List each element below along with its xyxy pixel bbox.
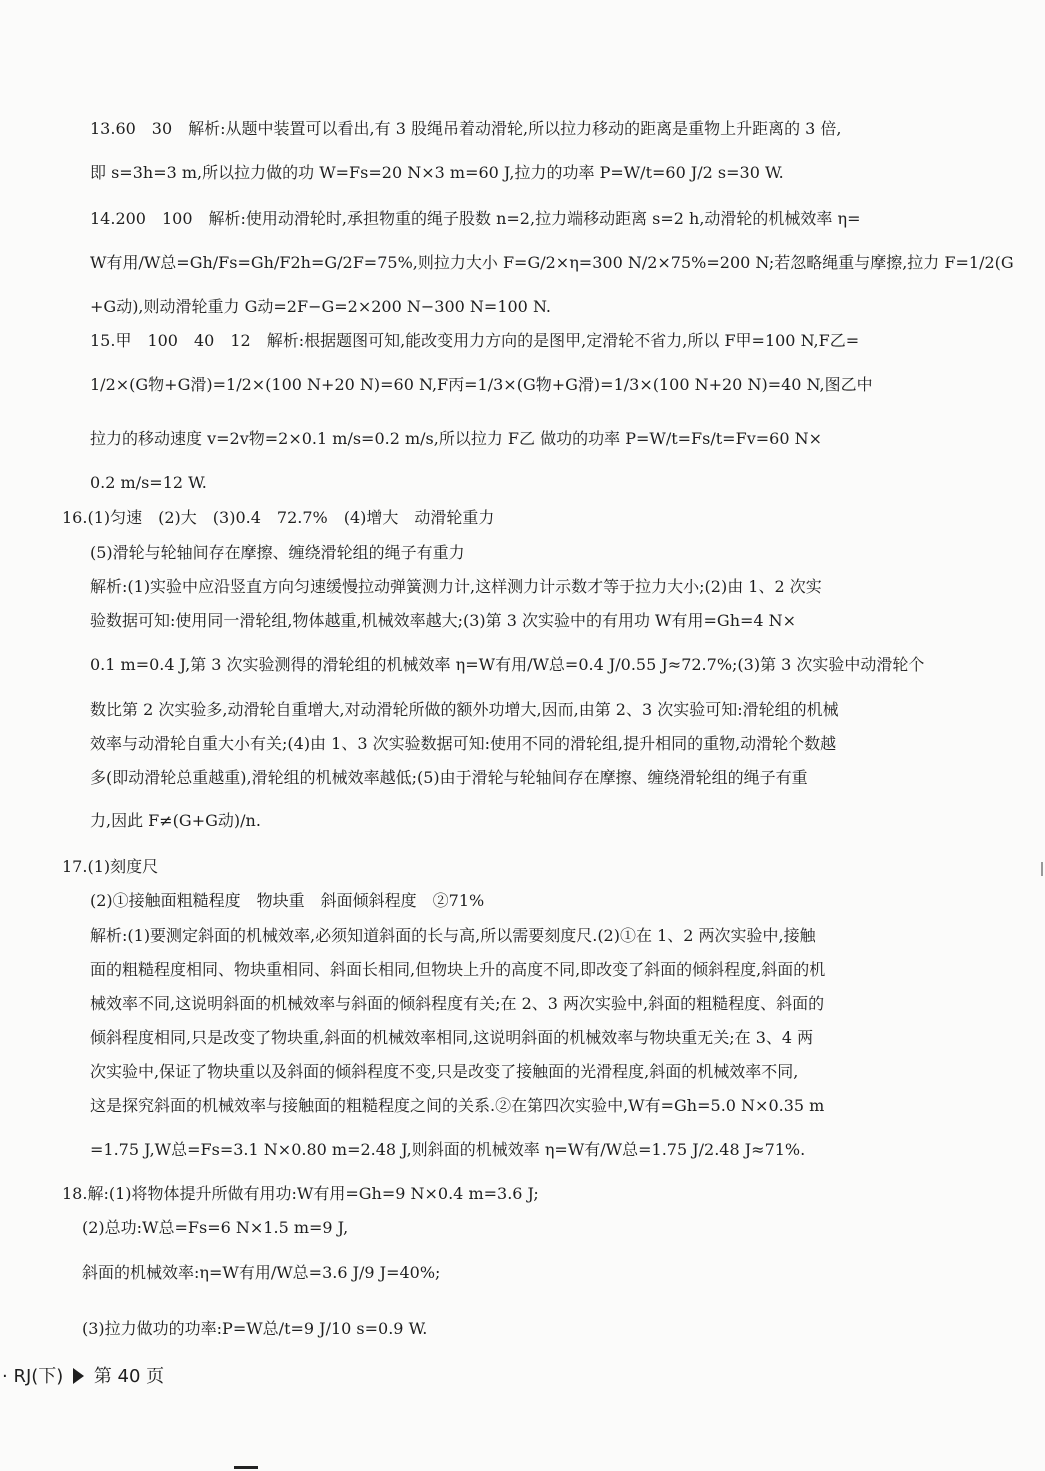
answer-line-q17-h: 这是探究斜面的机械效率与接触面的粗糙程度之间的关系.②在第四次实验中,W有=Gh=5.0 N×0.35 m [90, 1096, 825, 1115]
answer-line-q16-a: 16.(1)匀速 (2)大 (3)0.4 72.7% (4)增大 动滑轮重力 [62, 508, 495, 527]
answer-line-q16-e: 0.1 m=0.4 J,第 3 次实验测得的滑轮组的机械效率 η=W有用/W总=0.4 J/0.55 J≈72.7%;(3)第 3 次实验中动滑轮个 [90, 655, 925, 674]
answer-line-q16-d: 验数据可知:使用同一滑轮组,物体越重,机械效率越大;(3)第 3 次实验中的有用功 W有用=Gh=4 N× [90, 611, 797, 630]
answer-line-q17-b: (2)①接触面粗糙程度 物块重 斜面倾斜程度 ②71% [90, 891, 485, 910]
answer-line-q14-c: +G动),则动滑轮重力 G动=2F−G=2×200 N−300 N=100 N. [90, 297, 552, 316]
answer-line-q15-d: 0.2 m/s=12 W. [90, 473, 207, 492]
page-number: 第 40 页 [93, 1366, 165, 1387]
answer-line-q16-b: (5)滑轮与轮轴间存在摩擦、缠绕滑轮组的绳子有重力 [90, 543, 465, 562]
answer-line-q18-d: (3)拉力做功的功率:P=W总/t=9 J/10 s=0.9 W. [82, 1319, 428, 1338]
answer-line-q17-g: 次实验中,保证了物块重以及斜面的倾斜程度不变,只是改变了接触面的光滑程度,斜面的机械效率不同, [90, 1062, 799, 1081]
answer-line-q17-c: 解析:(1)要测定斜面的机械效率,必须知道斜面的长与高,所以需要刻度尺.(2)①在 1、2 两次实验中,接触 [90, 926, 816, 945]
footer-bullet: · [2, 1366, 8, 1387]
edition-label: RJ(下) [13, 1366, 64, 1387]
answer-line-q17-e: 械效率不同,这说明斜面的机械效率与斜面的倾斜程度有关;在 2、3 两次实验中,斜面的粗糙程度、斜面的 [90, 994, 825, 1013]
answer-line-q18-c: 斜面的机械效率:η=W有用/W总=3.6 J/9 J=40%; [82, 1263, 441, 1282]
answer-line-q14-a: 14.200 100 解析:使用动滑轮时,承担物重的绳子股数 n=2,拉力端移动距离 s=2 h,动滑轮的机械效率 η= [90, 209, 861, 228]
answer-line-q17-f: 倾斜程度相同,只是改变了物块重,斜面的机械效率相同,这说明斜面的机械效率与物块重无关;在 3、4 两 [90, 1028, 814, 1047]
answer-line-q15-b: 1/2×(G物+G滑)=1/2×(100 N+20 N)=60 N,F丙=1/3×(G物+G滑)=1/3×(100 N+20 N)=40 N,图乙中 [90, 375, 873, 394]
edge-mark [1041, 862, 1043, 876]
answer-line-q15-a: 15.甲 100 40 12 解析:根据题图可知,能改变用力方向的是图甲,定滑轮不省力,所以 F甲=100 N,F乙= [90, 331, 860, 350]
answer-line-q17-i: =1.75 J,W总=Fs=3.1 N×0.80 m=2.48 J,则斜面的机械效率 η=W有/W总=1.75 J/2.48 J≈71%. [90, 1140, 806, 1159]
bottom-mark [234, 1466, 258, 1469]
answer-line-q14-b: W有用/W总=Gh/Fs=Gh/F2h=G/2F=75%,则拉力大小 F=G/2×η=300 N/2×75%=200 N;若忽略绳重与摩擦,拉力 F=1/2(G [90, 253, 1014, 272]
answer-line-q16-i: 力,因此 F≠(G+G动)/n. [90, 811, 261, 830]
play-arrow-icon [73, 1368, 84, 1384]
answer-line-q13-b: 即 s=3h=3 m,所以拉力做的功 W=Fs=20 N×3 m=60 J,拉力的功率 P=W/t=60 J/2 s=30 W. [90, 163, 784, 182]
answer-line-q18-b: (2)总功:W总=Fs=6 N×1.5 m=9 J, [82, 1218, 349, 1237]
answer-line-q16-g: 效率与动滑轮自重大小有关;(4)由 1、3 次实验数据可知:使用不同的滑轮组,提升相同的重物,动滑轮个数越 [90, 734, 837, 753]
answer-line-q15-c: 拉力的移动速度 v=2v物=2×0.1 m/s=0.2 m/s,所以拉力 F乙 做功的功率 P=W/t=Fs/t=Fv=60 N× [90, 429, 822, 448]
page-footer [2, 1362, 164, 1388]
answer-line-q16-h: 多(即动滑轮总重越重),滑轮组的机械效率越低;(5)由于滑轮与轮轴间存在摩擦、缠绕滑轮组的绳子有重 [90, 768, 808, 787]
answer-line-q17-d: 面的粗糙程度相同、物块重相同、斜面长相同,但物块上升的高度不同,即改变了斜面的倾斜程度,斜面的机 [90, 960, 826, 979]
answer-line-q18-a: 18.解:(1)将物体提升所做有用功:W有用=Gh=9 N×0.4 m=3.6 J; [62, 1184, 539, 1203]
answer-line-q16-c: 解析:(1)实验中应沿竖直方向匀速缓慢拉动弹簧测力计,这样测力计示数才等于拉力大小;(2)由 1、2 次实 [90, 577, 822, 596]
answer-line-q16-f: 数比第 2 次实验多,动滑轮自重增大,对动滑轮所做的额外功增大,因而,由第 2、3 次实验可知:滑轮组的机械 [90, 700, 839, 719]
answer-line-q17-a: 17.(1)刻度尺 [62, 857, 159, 876]
answer-line-q13-a: 13.60 30 解析:从题中装置可以看出,有 3 股绳吊着动滑轮,所以拉力移动的距离是重物上升距离的 3 倍, [90, 119, 842, 138]
